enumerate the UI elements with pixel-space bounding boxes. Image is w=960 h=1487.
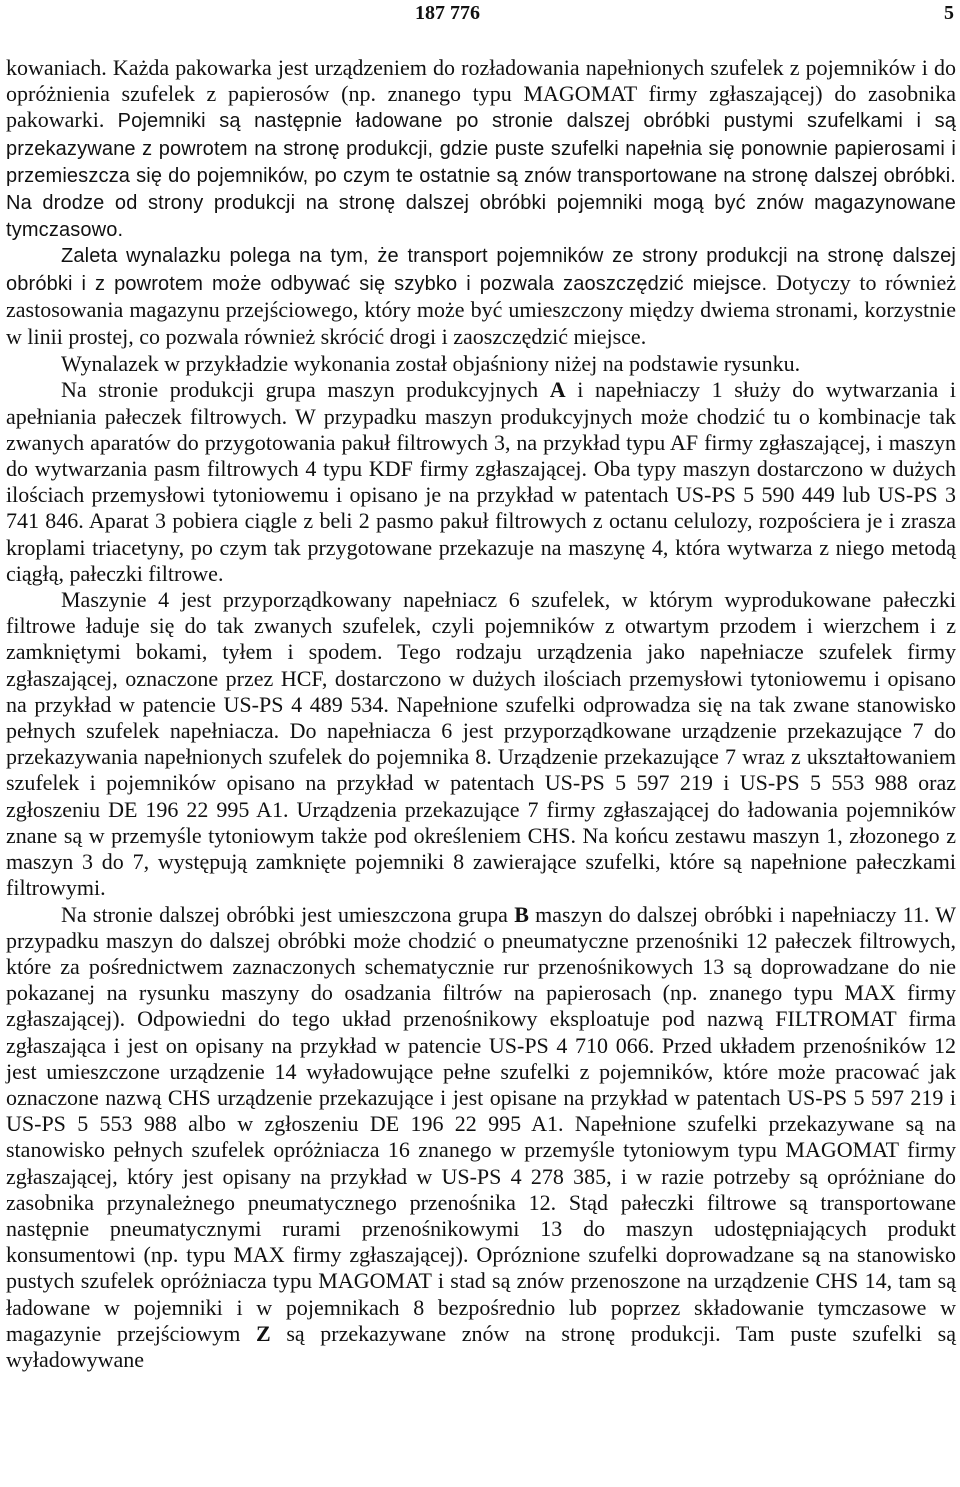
paragraph: [6, 351, 956, 377]
text-run: są przekazywane znów na stronę produkcji. Tam puste szufelki są wyładowywane: [6, 1320, 956, 1372]
paragraph: [6, 243, 956, 351]
text-run: Na stronie produkcji grupa maszyn produkcyjnych: [61, 377, 550, 403]
group-label: A: [549, 377, 566, 403]
paragraph: [6, 55, 956, 243]
paragraph: [6, 902, 956, 1374]
paragraph: [6, 377, 956, 587]
page-header: [0, 0, 960, 34]
text-run: Wynalazek w przykładzie wykonania został objaśniony niżej na podstawie rysunku.: [61, 351, 801, 377]
text-run: Maszynie 4 jest przyporządkowany napełniacz 6 szufelek, w którym wyprodukowane pałeczki filtrowe ładuje się do tak zwanych szufelek, czyli pojemników z otwartym przodem i wierzchem i z zamkniętymi bokami, tyłem i spodem. Tego rodzaju urządzenia jako napełniacze szufelek firmy zgłaszającej, oznaczone przez HCF, dostarczono w dużych ilościach przemysłowi tytoniowemu i opisano na przykład w patencie US-PS 4 489 534. Napełnione szufelki odprowadza się na tak zwane stanowisko pełnych szufelek napełniacza. Do napełniacza 6 jest przyporządkowane urządzenie przekazujące 7 do przekazywania napełnionych szufelek do pojemnika 8. Urządzenie przekazujące 7 wraz z ukształtowaniem szufelek i pojemników opisano na przykład w patentach US-PS 5 597 219 i US-PS 5 553 988 oraz zgłoszeniu DE 196 22 995 A1. Urządzenia przekazujące 7 firmy zgłaszającej do ładowania pojemników znane są w przemyśle tytoniowym także pod określeniem CHS. Na końcu zestawu maszyn 1, złozonego z maszyn 3 do 7, występują zamknięte pojemniki 8 zawierające szufelki, które są napełnione pałeczkami filtrowymi.: [6, 587, 956, 901]
text-run: kowaniach. Każda pakowarka jest urządzeniem do rozładowania napełnionych szufelek z pojemników i do opróżnienia szufelek z papierosów (np. znanego typu MAGOMAT firmy zgłaszającej) do zasobnika pakowarki.: [6, 55, 956, 133]
text-run: maszyn do dalszej obróbki i napełniaczy 11. W przypadku maszyn do dalszej obróbki może chodzić o pneumatyczne przenośniki 12 pałeczek filtrowych, które za pośrednictwem zaznaczonych schematycznie rur przenośnikowych 13 są doprowadzane do nie pokazanej na rysunku maszyny do osadzania filtrów na papierosach (np. znanego typu MAX firmy zgłaszającej). Odpowiedni do tego układ przenośnikowy eksploatuje pod nazwą FILTROMAT firma zgłaszająca i jest on opisany na przykład w patencie US-PS 4 710 066. Przed układem przenośników 12 jest umieszczone urządzenie 14 wyładowujące pełne szufelki z pojemników, które może pracować jak oznaczone nazwą CHS urządzenie przekazujące i jest opisane na przykład w patentach US-PS 5 597 219 i US-PS 5 553 988 albo w zgłoszeniu DE 196 22 995 A1. Napełnione szufelki przekazywane są na stanowisko pełnych szufelek opróżniacza 16 znanego w przemyśle tytoniowym typu MAGOMAT firmy zgłaszającej, który jest opisany na przykład w US-PS 4 278 385, i w razie potrzeby są opróżniane do zasobnika przynależnego pneumatycznego przenośnika 12. Stąd pałeczki filtrowe są transportowane następnie pneumatycznymi rurami przenośnikowymi 13 do maszyn udostępniających produkt konsumentowi (np. typu MAX firmy zgłaszającej). Opróznione szufelki doprowadzane są na stanowisko pustych szufelek opróżniacza typu MAGOMAT i stad są znów przenoszone na urządzenie CHS 14, tam są ładowane w pojemniki i w pojemnikach 8 bezpośrednio lub poprzez składowanie tymczasowe w magazynie przejściowym: [6, 901, 956, 1346]
text-run: i napełniaczy 1 służy do wytwarzania i apełniania pałeczek filtrowych. W przypadku maszyn produkcyjnych może chodzić tu o kombinacje tak zwanych aparatów do przygotowania pakuł filtrowych 3, na przykład typu AF firmy zgłaszającej, i maszyn do wytwarzania pasm filtrowych 4 typu KDF firmy zgłaszającej. Oba typy maszyn dostarczono w dużych ilościach przemysłowi tytoniowemu i opisano je na przykład w patentach US-PS 5 590 449 lub US-PS 3 741 846. Aparat 3 pobiera ciągle z beli 2 pasmo pakuł filtrowych z octanu celulozy, rozpościera je i zrasza kroplami triacetyny, po czym tak przygotowane przekazuje na maszynę 4, która wytwarza z niego metodą ciągłą, pałeczki filtrowe.: [6, 377, 956, 586]
text-run: Na stronie dalszej obróbki jest umieszczona grupa: [61, 901, 515, 927]
group-label: Z: [255, 1320, 271, 1346]
text-run: Dotyczy to również zastosowania magazynu przejściowego, który może być umieszczony między dwiema stronami, korzystnie w linii prostej, co pozwala również skrócić drogi i zaoszczędzić miejsce.: [6, 269, 957, 350]
group-label: B: [514, 901, 529, 927]
text-run: Pojemniki są następnie ładowane po stronie dalszej obróbki pustymi szufelkami i są przekazywane z powrotem na stronę produkcji, gdzie puste szufelki napełnia się ponownie papierosami i przemieszcza się do pojemników, po czym te ostatnie są znów transportowane na stronę dalszej obróbki. Na drodze od strony produkcji na stronę dalszej obróbki pojemniki mogą być znów magazynowane tymczasowo.: [6, 110, 957, 242]
body-text: [6, 55, 956, 1373]
page-number: 5: [944, 2, 954, 24]
patent-number: 187 776: [415, 2, 480, 24]
paragraph: [6, 587, 956, 901]
text-run: Zaleta wynalazku polega na tym, że transport pojemników ze strony produkcji na stronę dalszej obróbki i z powrotem może odbywać się szybko i pozwala zaoszczędzić miejsce.: [6, 245, 956, 295]
